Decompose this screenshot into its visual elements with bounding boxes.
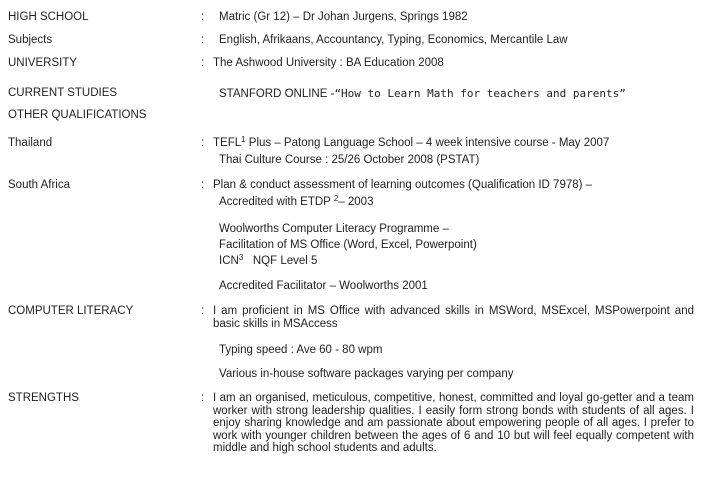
software-text: Various in-house software packages varying per company xyxy=(219,368,514,380)
south-africa-label: South Africa xyxy=(8,179,71,191)
thailand-label: Thailand xyxy=(8,137,53,149)
high-school-label: HIGH SCHOOL xyxy=(8,11,89,23)
icn-text: ICN xyxy=(219,255,239,267)
south-africa-line-1: Plan & conduct assessment of learning outcomes (Qualification ID 7978) – xyxy=(213,179,593,191)
south-africa-line-6: Accredited Facilitator – Woolworths 2001 xyxy=(219,280,428,292)
other-qualifications-label: OTHER QUALIFICATIONS xyxy=(8,109,147,121)
etdp-text: Accredited with ETDP xyxy=(219,196,334,208)
south-africa-line-5 xyxy=(219,255,697,268)
subjects-value: English, Afrikaans, Accountancy, Typing, Economics, Mercantile Law xyxy=(219,34,568,46)
high-school-value: Matric (Gr 12) – Dr Johan Jurgens, Springs 1982 xyxy=(219,11,468,23)
separator: : xyxy=(201,137,205,149)
south-africa-line-3: Woolworths Computer Literacy Programme – xyxy=(219,223,449,235)
current-studies-value xyxy=(219,87,697,101)
south-africa-line-2 xyxy=(219,196,697,209)
thailand-line-1 xyxy=(213,137,691,150)
separator: : xyxy=(201,392,205,404)
separator: : xyxy=(201,179,205,191)
separator: : xyxy=(201,57,205,69)
university-label: UNIVERSITY xyxy=(8,57,78,69)
footnote-2: 2 xyxy=(333,194,339,203)
nqf-text: NQF Level 5 xyxy=(243,255,318,267)
separator: : xyxy=(201,305,205,317)
current-studies-prefix: STANFORD ONLINE - xyxy=(219,88,335,100)
university-value: The Ashwood University : BA Education 2008 xyxy=(213,57,444,69)
separator: : xyxy=(201,34,205,46)
strengths-label: STRENGTHS xyxy=(8,392,79,404)
computer-literacy-text: I am proficient in MS Office with advanced skills in MSWord, MSExcel, MSPowerpoint and basic skills in MSAccess xyxy=(213,305,694,330)
etdp-year: – 2003 xyxy=(338,196,374,208)
typing-speed-text: Typing speed : Ave 60 - 80 wpm xyxy=(219,344,383,356)
strengths-text: I am an organised, meticulous, competitive, honest, committed and loyal go-getter and a team worker with strong leadership qualities. I easily form strong bonds with students of all ages. I enjoy sharing knowledge and am passionate about empowering people of all ages. I prefer to work with younger children between the ages of 6 and 10 but will feel equally competent with middle and high school students and adults. xyxy=(213,392,694,455)
computer-literacy-label: COMPUTER LITERACY xyxy=(8,305,134,317)
current-studies-course: “How to Learn Math for teachers and parents” xyxy=(334,87,626,100)
footnote-1: 1 xyxy=(241,135,246,144)
footnote-3: 3 xyxy=(238,253,244,262)
south-africa-line-4: Facilitation of MS Office (Word, Excel, Powerpoint) xyxy=(219,239,477,251)
current-studies-label: CURRENT STUDIES xyxy=(8,87,118,99)
thailand-line-2: Thai Culture Course : 25/26 October 2008 (PSTAT) xyxy=(219,154,480,166)
separator: : xyxy=(201,11,205,23)
tefl-course-text: Plus – Patong Language School – 4 week intensive course - May 2007 xyxy=(245,137,610,149)
tefl-text: TEFL xyxy=(213,137,242,149)
subjects-label: Subjects xyxy=(8,34,53,46)
